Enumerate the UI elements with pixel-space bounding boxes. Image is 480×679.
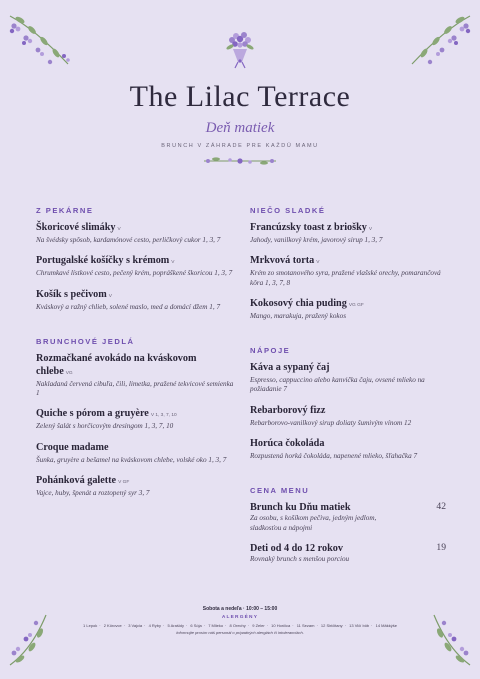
menu-item: Rebarborový fizz Rebarborovo-vanilkový sirup doliaty šumivým vínom 12: [250, 404, 412, 427]
section-title: BRUNCHOVÉ JEDLÁ: [36, 336, 135, 346]
menu-item: Kokosový chia puding VG GF Mango, marakuja, pražený kokos: [250, 297, 364, 320]
menu-item: Portugalské košíčky s krémom V Chrumkavé lístkové cesto, pečený krém, popráškené škoricou 1, 3, 7: [36, 255, 233, 278]
section-title: Z PEKÁRNE: [36, 206, 94, 215]
price-value: 42: [436, 501, 446, 513]
price-item: Deti od 4 do 12 rokov 19 Rovnaký brunch s menšou porciou: [250, 541, 446, 563]
allergen-title: ALERGÉNY: [221, 615, 259, 620]
section-title: CENA MENU: [250, 486, 310, 496]
allergen-note: Informujte prosím náš personál o prípadných alergiách či intoleranciách.: [176, 630, 304, 635]
menu-item: Škoricové slimáky V Na švédsky spôsob, kardamónové cesto, perličkový cukor 1, 3, 7: [36, 222, 221, 244]
menu-item: Káva a sypaný čaj Espresso, cappuccino alebo kanvička čaju, ovsené mlieko na požiadanie 7: [250, 362, 425, 394]
section-title: NÁPOJE: [250, 346, 291, 356]
menu-header: [0, 30, 480, 167]
menu-item: Croque madame Šunka, gruyère a bešamel na kváskovom chlebe, volské oko 1, 3, 7: [36, 441, 227, 464]
menu-item: Quiche s pórom a gruyère V 1, 3, 7, 10 Zelený šalát s horčicovým dresingom 1, 3, 7, 10: [36, 408, 177, 431]
lilac-divider-icon: [200, 155, 280, 167]
menu-column-right: [250, 206, 448, 573]
menu-item: Mrkvová torta V Krém zo smotanového syra, pražené vlašské orechy, pomarančová kôra 1, 3, 7, 8: [250, 255, 441, 287]
menu-item: Rozmačkané avokádo na kváskovom chlebe VG Nakladaná červená cibuľa, čili, limetka, pražené tekvicové semienka 1: [36, 352, 234, 398]
menu-item: Košík s pečivom V Kváskový a ražný chlieb, solené maslo, med a domácí džem 1, 7: [36, 288, 221, 311]
menu-column-left: [36, 206, 234, 507]
menu-item: Horúca čokoláda Rozpustená horká čokoláda, napenené mlieko, šľahačka 7: [250, 438, 418, 461]
price-item: Brunch ku Dňu matiek 42 Za osobu, s košíkom pečiva, jedným jedlom, sladkosťou a nápojmi: [250, 501, 446, 532]
menu-footer: [0, 606, 480, 635]
menu-item: Francúzsky toast z briošky V Jahody, vanilkový krém, javorový sirup 1, 3, 7: [250, 222, 383, 244]
menu-tagline: BRUNCH V ZÁHRADE PRE KAŽDÚ MAMU: [161, 143, 319, 149]
menu-item: Pohánková galette V GF Vajce, huby, špenát a roztopený syr 3, 7: [36, 475, 150, 498]
menu-subtitle: Deň matiek: [205, 120, 275, 136]
page-title: The Lilac Terrace: [129, 80, 351, 113]
lilac-bouquet-icon: [223, 30, 257, 70]
opening-hours: Sobota a nedeľa · 10:00 – 15:00: [202, 606, 278, 612]
allergen-list: 1 Lepok · 2 Kôrovce · 3 Vajcia · 4 Ryby · 5 Arašidy · 6 Sója · 7 Mlieko · 8 Orechy · 9 Zeler · 10 Horčica · 11 Sezam · 12 Siričitany · 13 Vlčí bôb · 14 Mäkkýše: [83, 623, 397, 628]
price-value: 19: [436, 541, 446, 553]
section-title: NIEČO SLADKÉ: [250, 206, 326, 215]
